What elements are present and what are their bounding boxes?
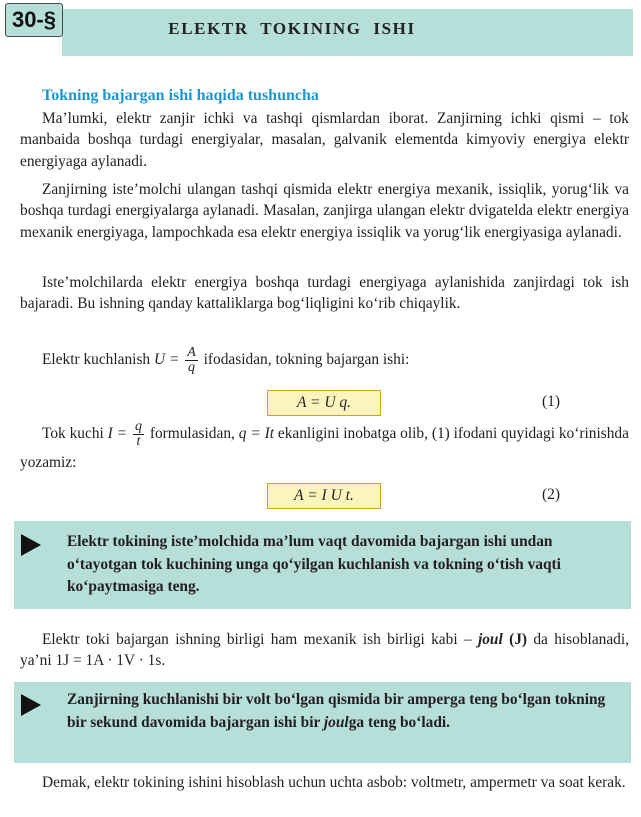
unit-symbol: (J) [509, 631, 528, 648]
current-text-middle: formulasidan, [149, 425, 235, 443]
play-arrow-icon [21, 694, 41, 716]
unit-paragraph [20, 629, 629, 672]
voltage-fraction-den: q [188, 359, 195, 375]
closing-paragraph [20, 772, 629, 793]
unit-joul: joul [477, 631, 503, 648]
paragraph-2 [20, 179, 629, 243]
current-text-after: ekanligini inobatga olib, (1) ifodani quyidagi ko‘rinishda yozamiz: [20, 425, 629, 471]
formula-2-number: (2) [542, 486, 561, 503]
rule-2-joul: joul [323, 713, 349, 731]
current-text-before: Tok kuchi [42, 425, 104, 443]
unit-text-before: Elektr toki bajargan ishning birligi ham mexanik ish birligi kabi – [42, 631, 472, 648]
current-lhs: I = [107, 425, 128, 443]
rule-2-text-after: ga teng bo‘ladi. [348, 713, 451, 731]
voltage-fraction [185, 346, 198, 375]
rule-box-2 [14, 682, 631, 763]
voltage-text-before: Elektr kuchlanish [42, 351, 151, 368]
paragraph-1 [20, 108, 629, 172]
current-fraction-den: t [136, 434, 141, 449]
paragraph-2-text: Zanjirning iste’molchi ulangan tashqi qismida elektr energiya mexanik, issiqlik, yorug‘lik va boshqa turdagi energiyalarga aylanadi. Masalan, zanjirga ulangan elektr dvigatelda elektr energiya mexanik energiyaga, lampochkada esa elektr energiya issiqlik va yorug‘lik energiyasiga aylanadi. [20, 181, 629, 241]
current-fraction [133, 420, 144, 449]
closing-text: Demak, elektr tokining ishini hisoblash uchun uchta asbob: voltmetr, ampermetr va soat kerak. [42, 774, 626, 791]
paragraph-1-text: Ma’lumki, elektr zanjir ichki va tashqi qismlardan iborat. Zanjirning ichki qismi – tok manbaida boshqa turdagi energiyalar, masalan, galvanik elementda kimyoviy energiya elektr energiyaga aylanadi. [20, 110, 629, 170]
play-arrow-icon [21, 534, 41, 556]
unit-text-after: da hisoblanadi, ya’ni 1J = 1A · 1V · 1s. [20, 631, 630, 670]
formula-1-box: A = U q. [267, 390, 381, 416]
formula-2-box: A = I U t. [267, 483, 381, 509]
page-title: ELEKTR TOKINING ISHI [168, 19, 416, 38]
voltage-text-after: ifodasidan, tokning bajargan ishi: [203, 351, 410, 368]
rule-1-text: Elektr tokining iste’molchida ma’lum vaqt davomida bajargan ishi undan o‘tayotgan tok kuchining unga qo‘yilgan kuchlanish va tokning o‘tish vaqti ko‘paytmasiga teng. [67, 533, 561, 595]
subheading: Tokning bajargan ishi haqida tushuncha [42, 87, 319, 104]
voltage-formula-line [20, 345, 629, 375]
voltage-fraction-num: A [187, 344, 196, 360]
formula-1-number: (1) [542, 393, 561, 410]
paragraph-3-text: Iste’molchilarda elektr energiya boshqa turdagi energiyaga aylanishida zanjirdagi tok ish bajaradi. Bu ishning qanday kattaliklarga bog‘liqligini ko‘rib chiqaylik. [20, 274, 629, 313]
voltage-lhs: U = [154, 351, 180, 368]
paragraph-3 [20, 272, 629, 315]
rule-2-text [67, 689, 615, 734]
rule-box-1 [14, 521, 631, 609]
formula-1-row [20, 390, 629, 418]
rule-2-text-before: Zanjirning kuchlanishi bir volt bo‘lgan qismida bir amperga teng bo‘lgan tokning bir sekund davomida bajargan ishi bir [67, 691, 606, 731]
current-expr: q = It [238, 425, 274, 443]
section-number: 30-§ [5, 3, 63, 37]
current-fraction-num: q [134, 419, 142, 434]
current-formula-line [20, 420, 629, 477]
formula-2-row [20, 483, 629, 511]
